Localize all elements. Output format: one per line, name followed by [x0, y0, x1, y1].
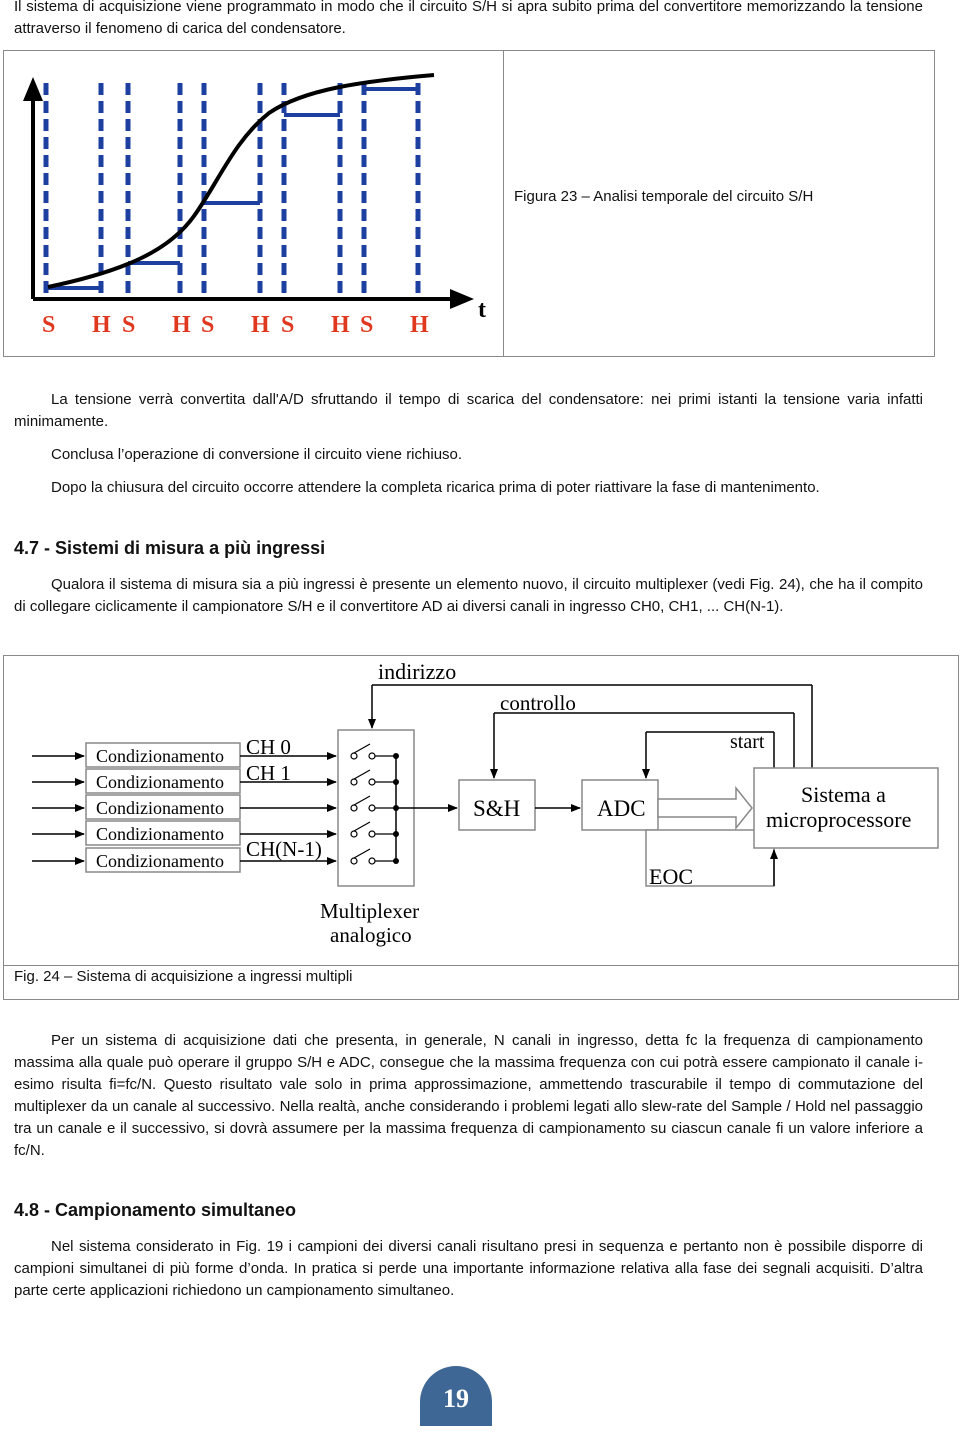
adc-label: ADC — [597, 796, 646, 821]
microprocessor-label-line1: Sistema a — [801, 782, 886, 807]
address-label: indirizzo — [378, 659, 457, 684]
phase-label: H — [331, 312, 350, 338]
page-number: 19 — [443, 1384, 469, 1413]
conditioning-label: Condizionamento — [96, 824, 224, 844]
paragraph-reclose: Conclusa l’operazione di conversione il circuito viene richiuso. — [51, 446, 463, 463]
conditioning-label: Condizionamento — [96, 851, 224, 871]
sample-hold-label: S&H — [473, 796, 521, 821]
eoc-label: EOC — [649, 864, 693, 889]
time-axis-arrow — [450, 289, 474, 309]
conditioning-label: Condizionamento — [96, 746, 224, 766]
channel-label: CH 1 — [246, 761, 291, 785]
phase-label: H — [92, 312, 111, 338]
adc-output-arrow — [658, 788, 752, 828]
acquisition-block-diagram — [4, 656, 956, 964]
figure-23-caption: Figura 23 – Analisi temporale del circuito S/H — [514, 188, 814, 205]
section-4-7-body: Qualora il sistema di misura sia a più ingressi è presente un elemento nuovo, il circuito multiplexer (vedi Fig. 24), che ha il compito di collegare ciclicamente il campionatore S/H e il convertitore AD ai diversi canali in ingresso CH0, CH1, ... CH(N-1). — [14, 576, 923, 615]
page-number-badge — [420, 1366, 492, 1426]
sample-markers — [46, 83, 418, 299]
section-4-7-title: 4.7 - Sistemi di misura a più ingressi — [14, 538, 326, 558]
conditioning-row — [32, 795, 336, 819]
channel-label: CH(N-1) — [246, 837, 322, 861]
intro-paragraph: Il sistema di acquisizione viene programmato in modo che il circuito S/H si apra subito prima del convertitore memorizzando la tensione attraverso il fenomeno di carica del condensatore. — [14, 0, 923, 37]
phase-label: S — [42, 312, 56, 338]
axes — [23, 77, 474, 309]
phase-label: S — [281, 312, 295, 338]
section-4-8-title: 4.8 - Campionamento simultaneo — [14, 1200, 297, 1220]
control-label: controllo — [500, 691, 576, 715]
phase-label: H — [251, 312, 270, 338]
conditioning-label: Condizionamento — [96, 772, 224, 792]
phase-label: S — [122, 312, 136, 338]
phase-label: S — [360, 312, 374, 338]
section-4-8-body: Nel sistema considerato in Fig. 19 i campioni dei diversi canali risultano presi in sequenza e pertanto non è possibile disporre di campioni simultanei di più forme d’onda. In pratica si perde una importante informazione relativa alla fase dei segnali acquisiti. D’altra parte certe applicazioni richiedono un campionamento simultaneo. — [14, 1238, 923, 1299]
phase-label: H — [410, 312, 429, 338]
conditioning-label: Condizionamento — [96, 798, 224, 818]
start-label: start — [730, 731, 765, 753]
channel-label: CH 0 — [246, 735, 291, 759]
paragraph-sampling-frequency: Per un sistema di acquisizione dati che presenta, in generale, N canali in ingresso, detta fc la frequenza di campionamento massima alla quale può operare il gruppo S/H e ADC, consegue che la massima frequenza con cui potrà essere campionato il canale i-esimo risulta fi=fc/N. Questo risultato vale solo in prima approssimazione, ammettendo trascurabile il tempo di commutazione del multiplexer da un canale al successivo. Nella realtà, anche considerando i problemi legati allo slew-rate del Sample / Hold nel passaggio tra un canale e il successivo, si dovrà assumere per la massima frequenza di campionamento su ciascun canale fi un valore inferiore a fc/N. — [14, 1032, 923, 1159]
time-axis-label: t — [478, 297, 486, 323]
paragraph-recharge: Dopo la chiusura del circuito occorre attendere la completa ricarica prima di poter riattivare la fase di mantenimento. — [51, 479, 820, 496]
signal-curve — [48, 75, 434, 287]
phase-label: H — [172, 312, 191, 338]
phase-labels — [42, 312, 429, 338]
figure-23-divider — [503, 50, 504, 356]
held-levels — [46, 89, 418, 288]
sample-hold-timing-diagram — [4, 51, 502, 354]
multiplexer-label-line2: analogico — [330, 923, 412, 947]
multiplexer-label-line1: Multiplexer — [320, 899, 420, 923]
paragraph-conversion: La tensione verrà convertita dall'A/D sfruttando il tempo di scarica del condensatore: nei primi istanti la tensione varia infatti minimamente. — [14, 391, 923, 430]
voltage-axis-arrow — [23, 77, 43, 101]
phase-label: S — [201, 312, 215, 338]
figure-24-caption-divider — [4, 965, 958, 966]
microprocessor-label-line2: microprocessore — [766, 807, 912, 832]
figure-24-caption: Fig. 24 – Sistema di acquisizione a ingressi multipli — [14, 968, 353, 985]
